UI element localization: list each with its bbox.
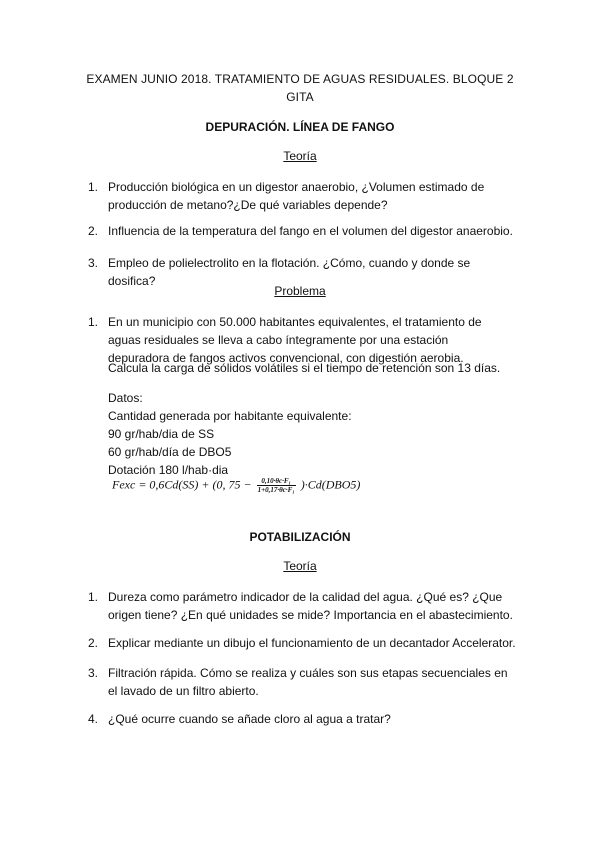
teoria-heading-1: Teoría [283,149,317,163]
formula-part1: = 0,6Cd(SS) + (0, 75 − [138,477,252,492]
data-line: 90 gr/hab/dia de SS [108,427,215,441]
problema-heading: Problema [274,284,326,298]
section-title-potabilizacion: POTABILIZACIÓN [249,530,351,544]
item-text: Producción biológica en un digestor anaerobio, ¿Volumen estimado de producción de metano?¿De qué variables depende? [108,180,485,212]
item-number: 1. [88,590,99,604]
item-text: Influencia de la temperatura del fango en el volumen del digestor anaerobio. [108,224,513,238]
data-line: Dotación 180 l/hab·dia [108,463,229,477]
item-number: 4. [88,712,99,726]
fraction-denominator: 1+0,17·θc·F₁ [257,486,295,494]
item-text: Filtración rápida. Cómo se realiza y cuáles son sus etapas secuenciales en el lavado de un filtro abierto. [108,666,508,698]
item-number: 1. [88,180,99,194]
item-text: ¿Qué ocurre cuando se añade cloro al agua a tratar? [108,712,391,726]
data-heading: Datos: [108,391,143,405]
item-number: 2. [88,224,99,238]
data-line: 60 gr/hab/día de DBO5 [108,445,232,459]
fraction-numerator: 0,10·θc·F₁ [257,477,296,486]
item-number: 2. [88,636,99,650]
data-list [108,389,352,479]
formula-fraction [257,477,296,494]
item-number: 3. [88,256,99,270]
item-number: 3. [88,666,99,680]
exam-degree: GITA [286,90,314,104]
formula-part2: )·Cd(DBO5) [300,477,361,492]
problem-statement: En un municipio con 50.000 habitantes equivalentes, el tratamiento de aguas residuales se lleva a cabo íntegramente por una estación depuradora de fangos activos convencional, con digestión aerobia. [108,315,482,365]
section-title-depuracion: DEPURACIÓN. LÍNEA DE FANGO [205,120,395,134]
teoria-heading-2: Teoría [283,559,317,573]
exam-title: EXAMEN JUNIO 2018. TRATAMIENTO DE AGUAS RESIDUALES. BLOQUE 2 [86,72,514,86]
item-text: Dureza como parámetro indicador de la calidad del agua. ¿Qué es? ¿Que origen tiene? ¿En qué unidades se mide? Importancia en el abastecimiento. [108,590,513,622]
data-line: Cantidad generada por habitante equivalente: [108,409,352,423]
item-text: Explicar mediante un dibujo el funcionamiento de un decantador Accelerator. [108,636,516,650]
item-number: 1. [88,315,99,329]
item-text: Empleo de polielectrolito en la flotación. ¿Cómo, cuando y donde se dosifica? [108,256,471,288]
formula [112,477,360,494]
problem-question: Calcula la carga de sólidos volátiles si el tiempo de retención son 13 días. [108,361,501,375]
formula-lhs: Fexc [112,477,136,492]
